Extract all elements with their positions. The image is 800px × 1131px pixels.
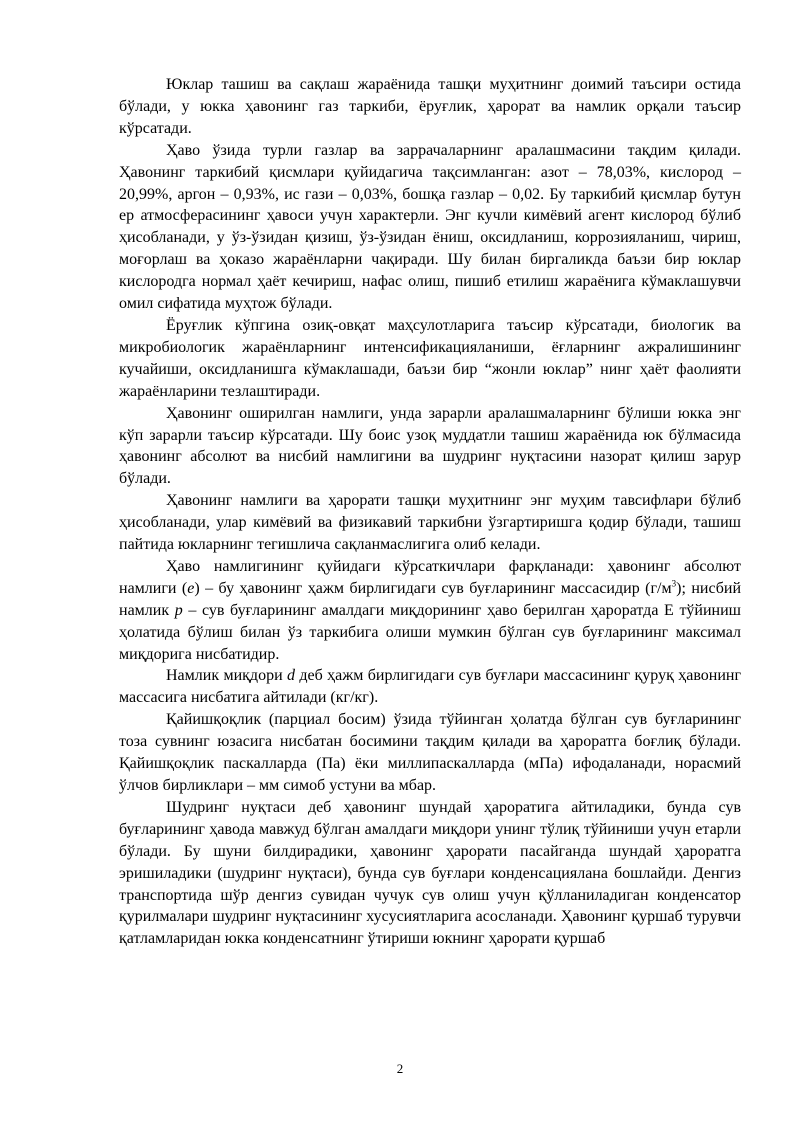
relative-humidity-symbol: р bbox=[174, 601, 183, 619]
humidity-text-2: ) – бу ҳавонинг ҳажм бирлигидаги сув буғларининг массасидир (г/м bbox=[194, 579, 672, 597]
paragraph-external-environment: Юклар ташиш ва сақлаш жараёнида ташқи муҳитнинг доимий таъсири остида бўлади, у юкка ҳавонинг газ таркиби, ёруғлик, ҳарорат ва намлик орқали таъсир кўрсатади. bbox=[119, 76, 741, 137]
humidity-text-4: – сув буғларининг амалдаги миқдорининг ҳаво берилган ҳароратда Е тўйиниш ҳолатида бўлиш билан ўз таркибига олиши мумкин бўлган сув буғларининг максимал миқдорига нисбатидир. bbox=[119, 601, 742, 663]
moisture-symbol: d bbox=[287, 667, 296, 685]
paragraph-dew-point: Шудринг нуқтаси деб ҳавонинг шундай ҳароратига айтиладики, бунда сув буғларининг ҳавода мавжуд бўлган амалдаги миқдори унинг тўлиқ тўйиниши учун етарли бўлади. Бу шуни билдирадики, ҳавонинг ҳарорати пасайганда шундай ҳароратга эришиладики (шудринг нуқтаси), бунда сув буғлари конденсациялана бошлайди. Денгиз транспортида шўр денгиз сувидан чучук сув олиш учун қўлланиладиган конденсатор қурилмалари шудринг нуқтасининг хусусиятларига асосланади. Ҳавонинг қуршаб турувчи қатламларидан юкка конденсатнинг ўтириши юкнинг ҳарорати қуршаб bbox=[119, 798, 741, 948]
humidity-text-3: ); нисбий намлик bbox=[119, 579, 742, 619]
paragraph-air-composition: Ҳаво ўзида турли газлар ва заррачаларнинг аралашмасини тақдим қилади. Ҳавонинг таркибий қисмлари қуйидагича тақсимланган: азот – 78,03%, кислород – 20,99%, аргон – 0,93%, ис гази – 0,03%, бошқа газлар – 0,02. Бу таркибий қисмлар бутун ер атмосферасининг ҳавоси учун характерли. Энг кучли кимёвий агент кислород бўлиб ҳисобланади, у ўз-ўзидан қизиш, ўз-ўзидан ёниш, оксидланиш, коррозияланиш, чириш, моғорлаш ва ҳоказо жараёнларни чақиради. Шу билан биргаликда баъзи бир юклар кислородга нормал ҳаёт кечириш, нафас олиш, пишиб етилиш жараёнига кўмаклашувчи омил сифатида муҳтож бўлади. bbox=[119, 141, 741, 313]
page-number: 2 bbox=[396, 1061, 404, 1076]
paragraph-humidity-indicators bbox=[119, 556, 741, 666]
cubic-superscript: 3 bbox=[671, 578, 677, 589]
moisture-text-2: деб ҳажм бирлигидаги сув буғлари массасининг қуруқ ҳавонинг массасига нисбатига айтилади (кг/кг). bbox=[119, 667, 742, 707]
paragraph-moisture-content bbox=[119, 665, 741, 709]
absolute-humidity-symbol: e bbox=[187, 579, 195, 597]
moisture-text-1: Намлик миқдори bbox=[166, 667, 288, 685]
humidity-text-1: Ҳаво намлигининг қуйидаги кўрсаткичлари фарқланади: ҳавонинг абсолют намлиги ( bbox=[119, 557, 741, 597]
paragraph-humidity-temperature: Ҳавонинг намлиги ва ҳарорати ташқи муҳитнинг энг муҳим тавсифлари бўлиб ҳисобланади, улар кимёвий ва физикавий таркибни ўзгартиришга қодир бўлади, ташиш пайтида юкларнинг тегишлича сақланмаслигига олиб келади. bbox=[119, 492, 741, 554]
document-page bbox=[119, 74, 741, 950]
paragraph-partial-pressure: Қайишқоқлик (парциал босим) ўзида тўйинган ҳолатда бўлган сув буғларининг тоза сувнинг юзасига нисбатан босимини тақдим қилади ва ҳароратга боғлиқ бўлади. Қайишқоқлик паскалларда (Па) ёки миллипаскалларда (мПа) ифодаланади, норасмий ўлчов бирликлари – мм симоб устуни ва мбар. bbox=[119, 711, 741, 794]
paragraph-humidity-harm: Ҳавонинг оширилган намлиги, унда зарарли аралашмаларнинг бўлиши юкка энг кўп зарарли таъсир кўрсатади. Шу боис узоқ муддатли ташиш жараёнида юк бўлмасида ҳавонинг абсолют ва нисбий намлигини ва шудринг нуқтасини назорат қилиш зарур бўлади. bbox=[119, 404, 741, 488]
paragraph-light: Ёруғлик кўпгина озиқ-овқат маҳсулотларига таъсир кўрсатади, биологик ва микробиологик жараёнларнинг интенсификацияланиши, ёғларнинг ажралишининг кучайиши, оксидланишга кўмаклашади, баъзи бир “жонли юклар” нинг ҳаёт фаолияти жараёнларини тезлаштиради. bbox=[119, 316, 741, 400]
